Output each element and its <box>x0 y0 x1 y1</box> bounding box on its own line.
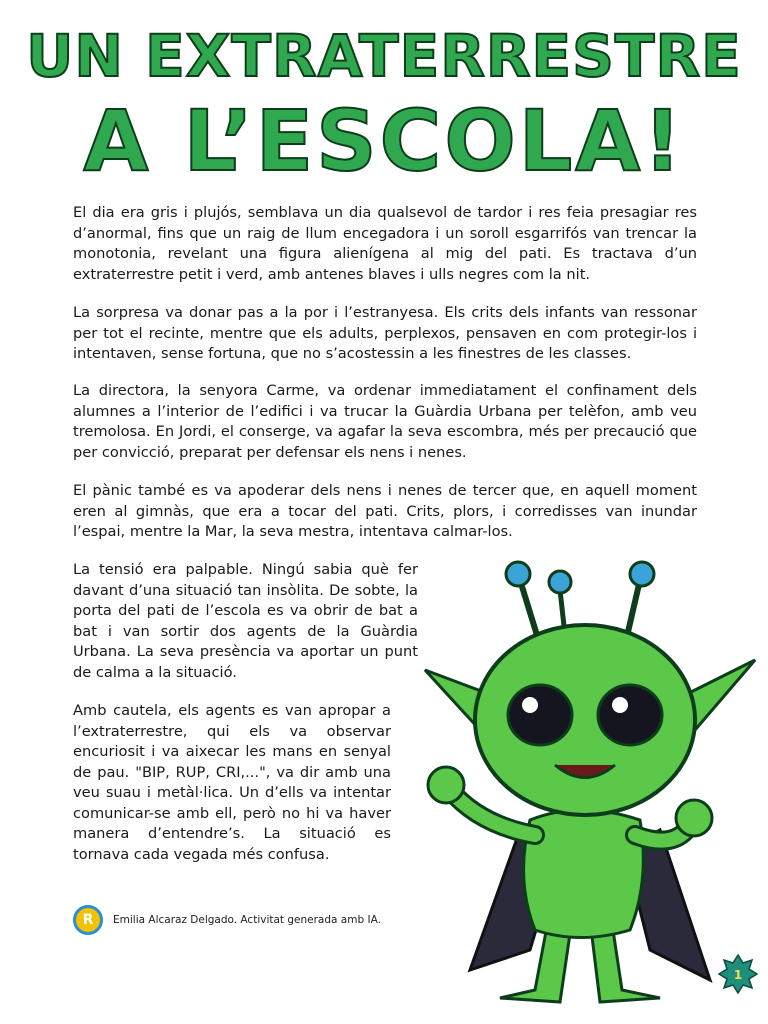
logo-letter: R <box>82 912 94 928</box>
paragraph-6: Amb cautela, els agents es van apropar a l’extraterrestre, qui els va observar encuriosit i va aixecar les mans en senyal de pau. "BIP, RUP, CRI,...", va dir amb una veu suau i metàl·lica. Un d’ells va intentar comunicar-se amb ell, però no hi va haver manera d’entendre’s. La situació es tornava cada vegada més confusa. <box>73 702 391 863</box>
title-line-1: UN EXTRATERRESTRE <box>26 22 742 90</box>
paragraph-5: La tensió era palpable. Ningú sabia què fer davant d’una situació tan insòlita. De sobte, la porta del pati de l’escola es va obrir de bat a bat i van sortir dos agents de la Guàrdia Urbana. La seva presència va aportar un punt de calma a la situació. <box>73 561 418 681</box>
page-number-badge <box>718 954 758 994</box>
paragraph-2: La sorpresa va donar pas a la por i l’estranyesa. Els crits dels infants van ressonar per tot el recinte, mentre que els adults, perplexos, pensaven en com protegir-los i intentaven, sense fortuna, que no s’acostessin a les finestres de les classes. <box>73 304 697 362</box>
page-number: 1 <box>733 968 743 982</box>
paragraph-3: La directora, la senyora Carme, va ordenar immediatament el confinament dels alumnes a l’interior de l’edifici i va trucar la Guàrdia Urbana per telèfon, amb veu tremolosa. En Jordi, el conserge, va agafar la seva escombra, més per precaució que per convicció, preparat per defensar els nens i nenes. <box>73 382 697 461</box>
paragraph-1: El dia era gris i plujós, semblava un dia qualsevol de tardor i res feia presagiar res d’anormal, fins que un raig de llum encegadora i un soroll esgarrifós van trencar la monotonia, revelant una figura alienígena al mig del pati. Es tractava d’un extraterrestre petit i verd, amb antenes blaves i ulls negres com la nit. <box>73 204 697 283</box>
author-logo-icon <box>73 905 103 935</box>
title-line-2: A L’ESCOLA! <box>83 92 685 190</box>
alien-illustration <box>410 550 768 1010</box>
author-credit: Emilia Alcaraz Delgado. Activitat generada amb IA. <box>113 914 381 926</box>
paragraph-4: El pànic també es va apoderar dels nens i nenes de tercer que, en aquell moment eren al gimnàs, que era a tocar del pati. Crits, plors, i corredisses van inundar l’espai, mentre la Mar, la seva mestra, intentava calmar-los. <box>73 482 697 540</box>
footer <box>73 905 381 935</box>
